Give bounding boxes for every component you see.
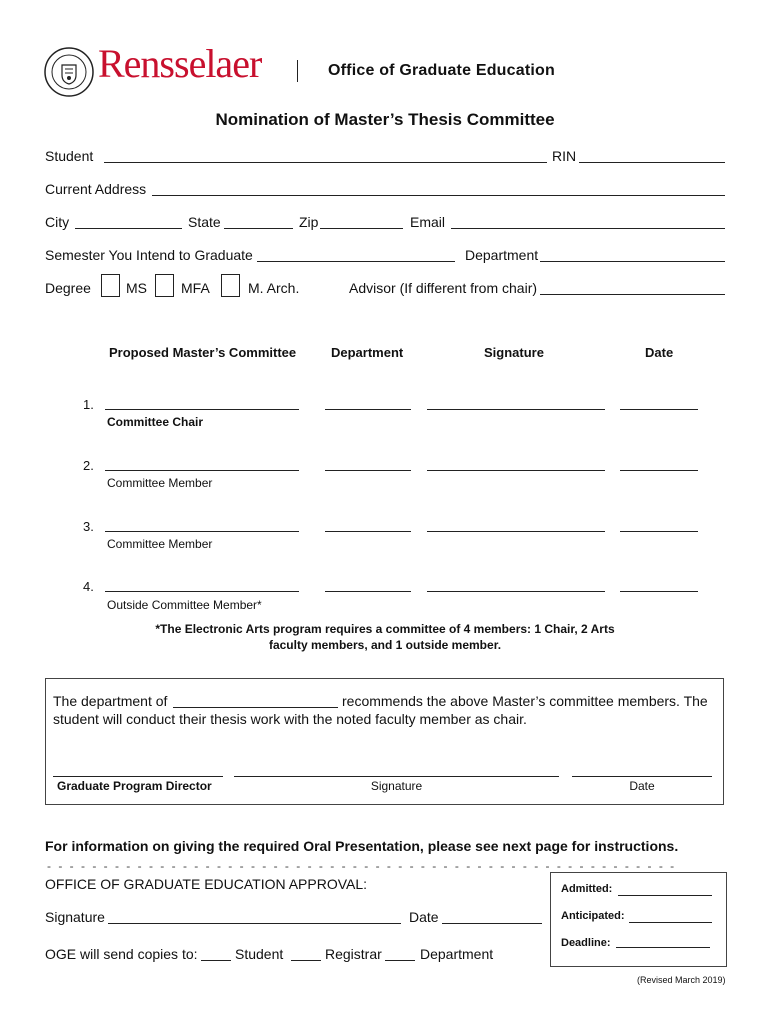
row-number: 3.: [83, 519, 94, 534]
row-number: 2.: [83, 458, 94, 473]
date-header: Date: [645, 345, 674, 360]
current-address-label: Current Address: [45, 181, 147, 197]
director-text-line2: student will conduct their thesis work with the noted faculty member as chair.: [53, 711, 527, 727]
admitted-label: Admitted:: [561, 883, 613, 895]
member-name-field[interactable]: [105, 531, 299, 532]
march-checkbox[interactable]: [221, 274, 240, 297]
rin-label: RIN: [552, 148, 577, 164]
approval-date-field[interactable]: [442, 923, 542, 924]
copy-department-field[interactable]: [385, 960, 415, 961]
approval-title: OFFICE OF GRADUATE EDUCATION APPROVAL:: [45, 876, 368, 892]
student-field[interactable]: [104, 162, 547, 163]
member-department-field[interactable]: [325, 470, 411, 471]
member-name-field[interactable]: [105, 591, 299, 592]
director-date-label: Date: [629, 779, 655, 793]
march-label: M. Arch.: [248, 280, 300, 296]
member-name-field[interactable]: [105, 409, 299, 410]
student-label: Student: [45, 148, 94, 164]
director-label: Graduate Program Director: [57, 779, 212, 793]
row-role: Committee Member: [107, 476, 213, 490]
mfa-label: MFA: [181, 280, 210, 296]
member-name-field[interactable]: [105, 470, 299, 471]
city-field[interactable]: [75, 228, 182, 229]
rensselaer-logo: Rensselaer: [98, 41, 262, 86]
anticipated-label: Anticipated:: [561, 910, 625, 922]
mfa-checkbox[interactable]: [155, 274, 174, 297]
state-label: State: [188, 214, 221, 230]
director-department-field[interactable]: [173, 707, 338, 708]
oral-presentation-note: For information on giving the required Oral Presentation, please see next page for instructions.: [45, 838, 679, 854]
member-signature-field[interactable]: [427, 470, 605, 471]
degree-label: Degree: [45, 280, 91, 296]
form-title: Nomination of Master’s Thesis Committee: [215, 110, 555, 129]
anticipated-field[interactable]: [629, 922, 712, 923]
member-signature-field[interactable]: [427, 591, 605, 592]
zip-label: Zip: [299, 214, 319, 230]
row-number: 1.: [83, 397, 94, 412]
director-text-pre: The department of: [53, 693, 168, 709]
row-role: Committee Chair: [107, 415, 204, 429]
director-signature-field[interactable]: [234, 776, 559, 777]
deadline-field[interactable]: [616, 947, 710, 948]
deadline-label: Deadline:: [561, 937, 611, 949]
member-department-field[interactable]: [325, 591, 411, 592]
department-label: Department: [465, 247, 539, 263]
director-date-field[interactable]: [572, 776, 712, 777]
electronic-arts-note: *The Electronic Arts program requires a committee of 4 members: 1 Chair, 2 Arts: [155, 622, 615, 636]
director-text-post: recommends the above Master’s committee members. The: [342, 693, 708, 709]
email-label: Email: [410, 214, 446, 230]
approval-date-label: Date: [409, 909, 439, 925]
director-signature-label: Signature: [370, 779, 423, 793]
row-role: Committee Member: [107, 537, 213, 551]
rensselaer-seal-icon: [44, 47, 94, 97]
row-number: 4.: [83, 579, 94, 594]
committee-header: Proposed Master’s Committee: [109, 345, 297, 360]
revised-note: (Revised March 2019): [637, 975, 726, 985]
copy-registrar-field[interactable]: [291, 960, 321, 961]
approval-signature-label: Signature: [45, 909, 105, 925]
ms-label: MS: [126, 280, 147, 296]
member-date-field[interactable]: [620, 409, 698, 410]
member-date-field[interactable]: [620, 591, 698, 592]
department-header: Department: [331, 345, 404, 360]
copy-registrar-label: Registrar: [325, 946, 382, 962]
email-field[interactable]: [451, 228, 725, 229]
member-signature-field[interactable]: [427, 409, 605, 410]
director-name-field[interactable]: [53, 776, 223, 777]
logo-divider: [297, 60, 298, 82]
signature-header: Signature: [484, 345, 544, 360]
semester-label: Semester You Intend to Graduate: [45, 247, 253, 263]
state-field[interactable]: [224, 228, 293, 229]
zip-field[interactable]: [320, 228, 403, 229]
ms-checkbox[interactable]: [101, 274, 120, 297]
office-title: Office of Graduate Education: [328, 62, 555, 79]
row-role: Outside Committee Member*: [107, 598, 262, 612]
rin-field[interactable]: [579, 162, 725, 163]
electronic-arts-note-2: faculty members, and 1 outside member.: [268, 638, 502, 652]
copies-prefix: OGE will send copies to:: [45, 946, 198, 962]
semester-field[interactable]: [257, 261, 455, 262]
member-date-field[interactable]: [620, 470, 698, 471]
copy-department-label: Department: [420, 946, 494, 962]
member-date-field[interactable]: [620, 531, 698, 532]
copy-student-field[interactable]: [201, 960, 231, 961]
copy-student-label: Student: [235, 946, 284, 962]
department-field[interactable]: [540, 261, 725, 262]
member-department-field[interactable]: [325, 531, 411, 532]
city-label: City: [45, 214, 70, 230]
admitted-field[interactable]: [618, 895, 712, 896]
advisor-field[interactable]: [540, 294, 725, 295]
approval-signature-field[interactable]: [108, 923, 401, 924]
current-address-field[interactable]: [152, 195, 725, 196]
member-signature-field[interactable]: [427, 531, 605, 532]
member-department-field[interactable]: [325, 409, 411, 410]
advisor-label: Advisor (If different from chair): [349, 280, 538, 296]
dashed-divider: - - - - - - - - - - - - - - - - - - - - - - - - - - - - - - - - - - - - - - - - - - - - - - - - - - - - - - - -: [47, 859, 677, 873]
